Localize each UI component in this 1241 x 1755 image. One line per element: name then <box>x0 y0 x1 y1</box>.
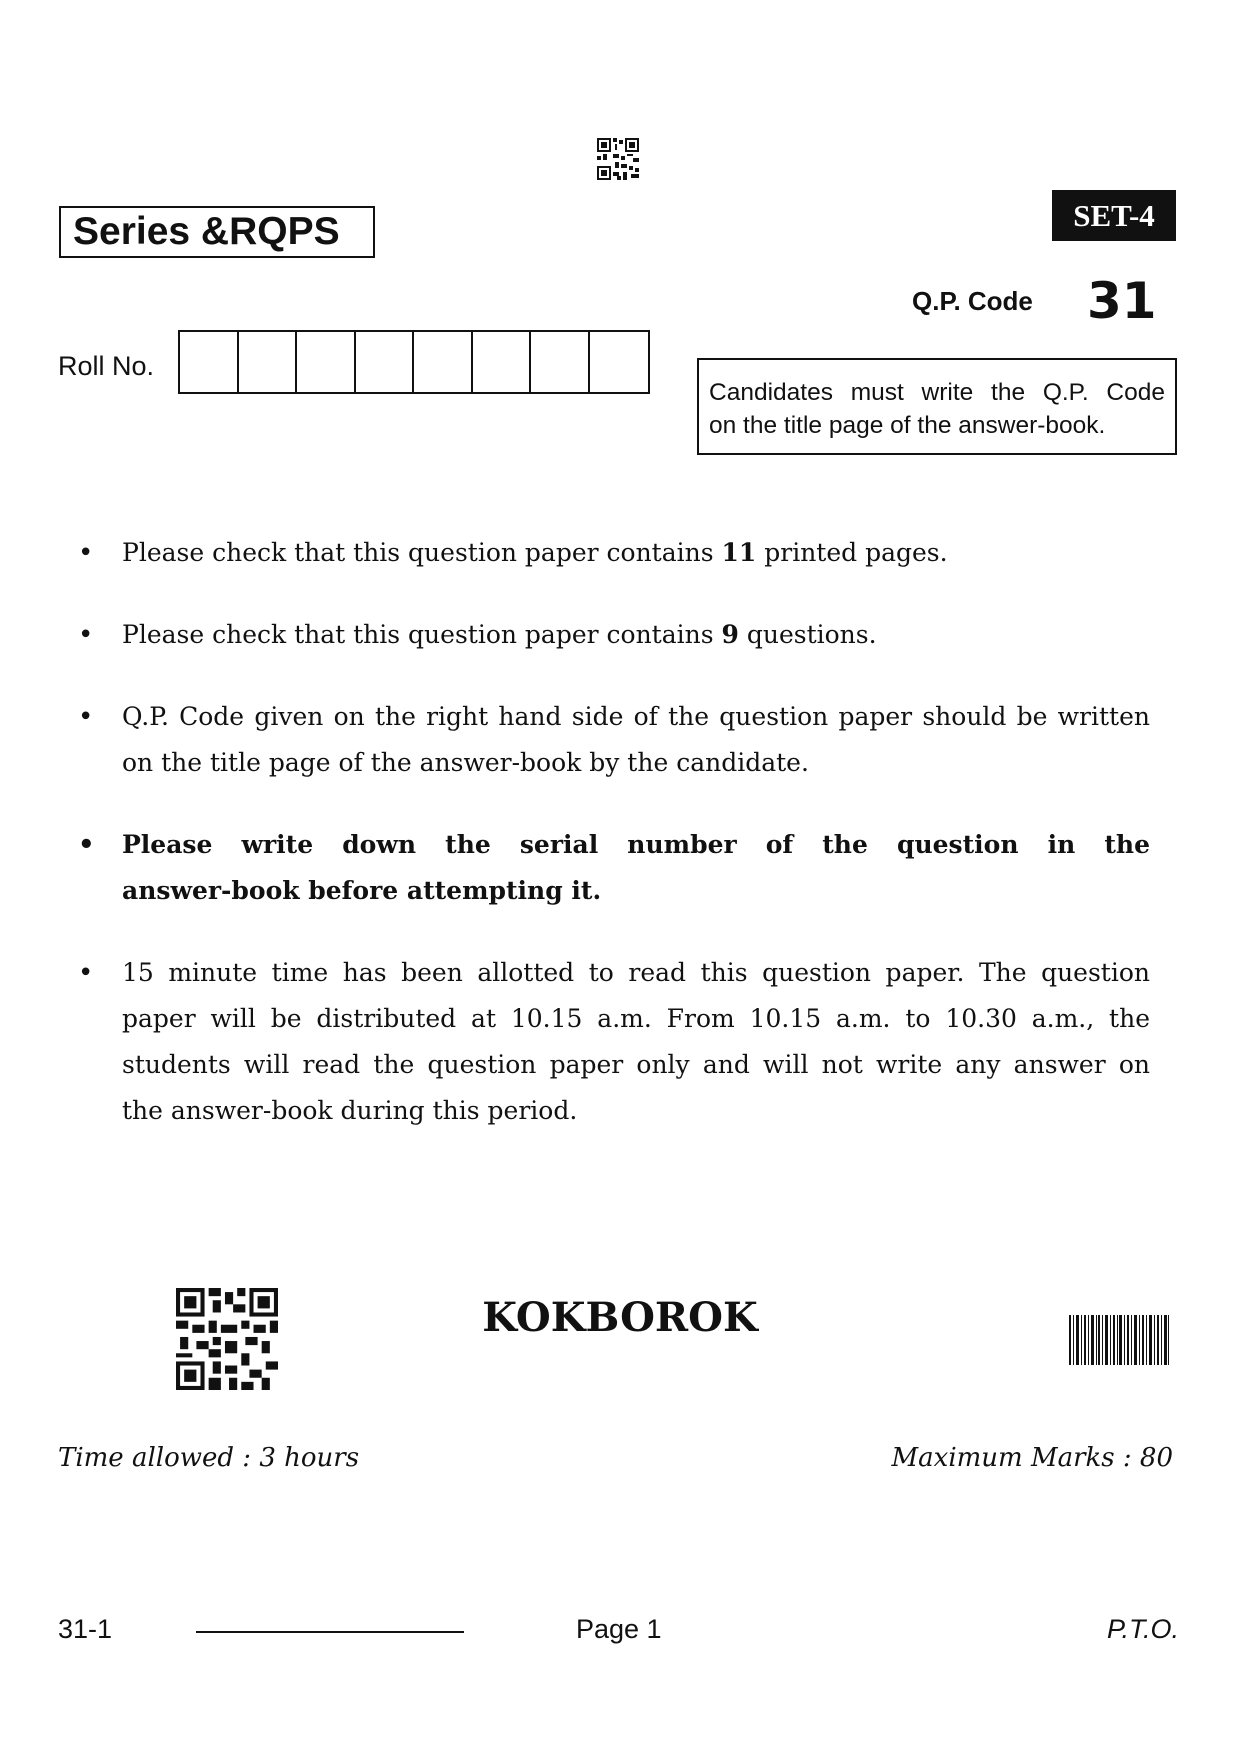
footer-paper-code: 31-1 <box>58 1614 113 1644</box>
instruction-item <box>78 950 1150 1134</box>
instruction-text: students will read the question paper only and will not write any answer on <box>122 1050 1150 1079</box>
roll-number-box[interactable] <box>297 332 356 392</box>
instruction-text: questions. <box>738 620 877 649</box>
footer-pto: P.T.O. <box>1106 1614 1179 1644</box>
candidate-note-line: on the title page of the answer-book. <box>709 412 1106 439</box>
qr-code-large-icon <box>176 1288 278 1390</box>
instruction-emphasis: 11 <box>721 538 757 567</box>
candidate-note-box <box>697 358 1177 455</box>
roll-number-box[interactable] <box>531 332 590 392</box>
instruction-item <box>78 822 1150 914</box>
instruction-text: answer-book before attempting it. <box>122 876 602 905</box>
instruction-text: printed pages. <box>756 538 948 567</box>
instruction-text: Please check that this question paper contains <box>122 538 722 567</box>
series-label: Series &RQPS <box>59 206 375 258</box>
instruction-item <box>78 694 1150 786</box>
roll-number-box[interactable] <box>239 332 298 392</box>
instruction-text: paper will be distributed at 10.15 a.m. From 10.15 a.m. to 10.30 a.m., the <box>122 1004 1150 1033</box>
instruction-text: • 15 minute time has been allotted to read this question paper. The question <box>122 958 1150 987</box>
roll-number-label: Roll No. <box>58 351 155 381</box>
time-allowed: Time allowed : 3 hours <box>58 1443 360 1473</box>
instruction-text: Please check that this question paper contains <box>122 620 722 649</box>
instruction-text: the answer-book during this period. <box>122 1096 578 1125</box>
qp-code-label: Q.P. Code <box>912 286 1033 316</box>
instruction-text: • Please write down the serial number of the question in the <box>122 830 1150 859</box>
instructions-list <box>78 530 1150 1170</box>
roll-number-box[interactable] <box>356 332 415 392</box>
footer-page-number: Page 1 <box>576 1614 662 1644</box>
roll-number-box[interactable] <box>180 332 239 392</box>
qp-code-value: 31 <box>1087 272 1157 330</box>
subject-title: KOKBOROK <box>482 1294 758 1341</box>
instruction-text: • Q.P. Code given on the right hand side of the question paper should be written <box>122 702 1150 731</box>
footer-divider <box>196 1631 464 1633</box>
set-badge: SET-4 <box>1052 190 1176 241</box>
candidate-note-line: Candidates must write the Q.P. Code <box>709 379 1165 406</box>
barcode-icon <box>1069 1315 1169 1365</box>
roll-number-box[interactable] <box>414 332 473 392</box>
instruction-item <box>78 530 1150 576</box>
maximum-marks: Maximum Marks : 80 <box>891 1443 1173 1473</box>
roll-number-box[interactable] <box>590 332 649 392</box>
roll-number-box[interactable] <box>473 332 532 392</box>
roll-number-boxes[interactable] <box>178 330 650 394</box>
instruction-item <box>78 612 1150 658</box>
instruction-text: on the title page of the answer-book by the candidate. <box>122 748 809 777</box>
instruction-emphasis: 9 <box>721 620 739 649</box>
qr-code-small-icon <box>597 138 639 180</box>
